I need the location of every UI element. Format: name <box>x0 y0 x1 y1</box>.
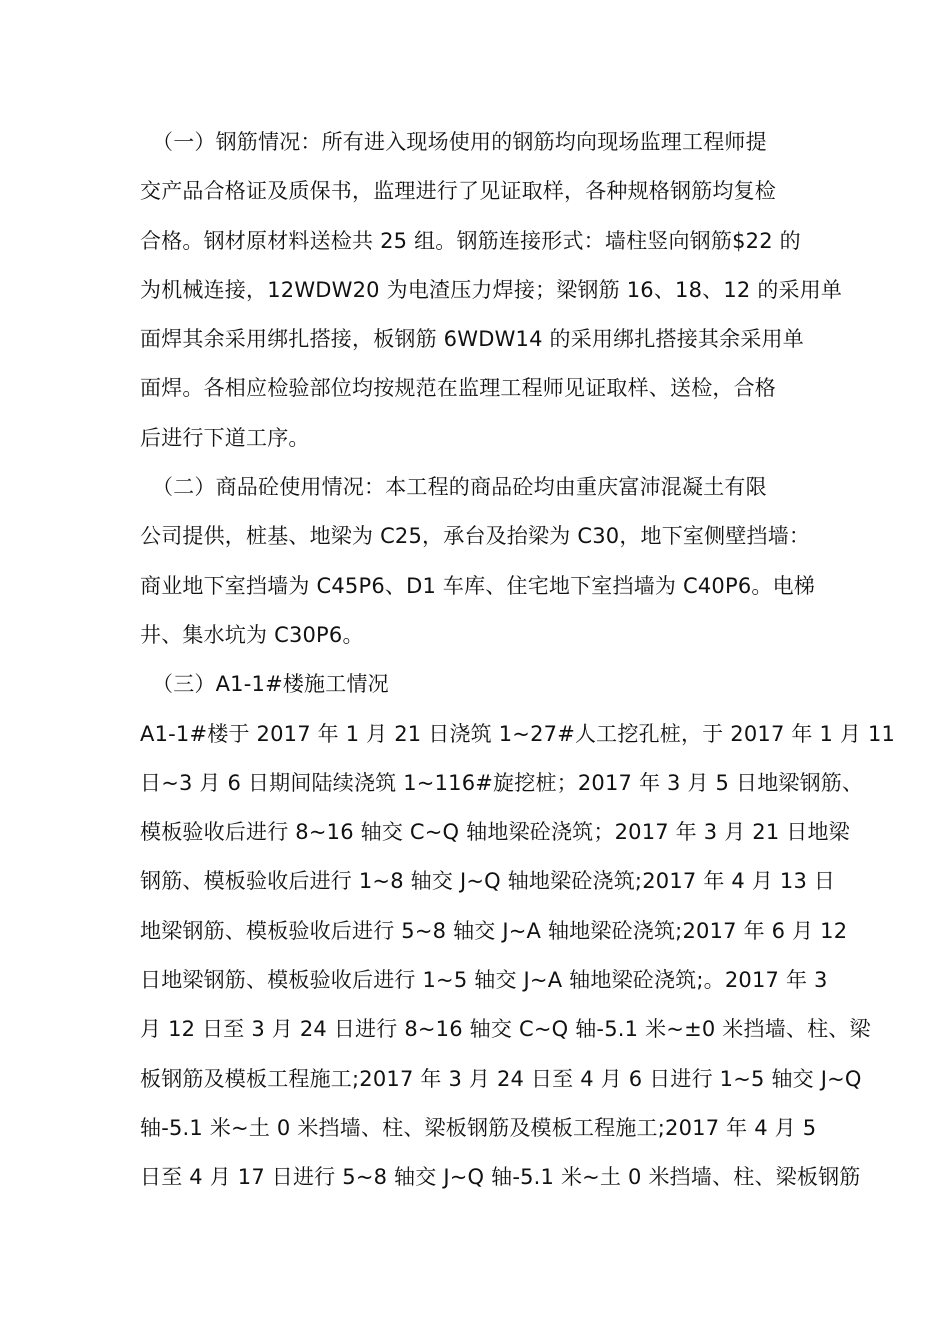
document-body <box>140 118 896 1203</box>
paragraph-1-line-4: 为机械连接，12WDW20 为电渣压力焊接；梁钢筋 16、18、12 的采用单 <box>140 277 843 302</box>
paragraph-3-line-5: 地梁钢筋、模板验收后进行 5~8 轴交 J~A 轴地梁砼浇筑;2017 年 6 月 12 <box>140 918 848 943</box>
paragraph-1-line-7: 后进行下道工序。 <box>140 425 310 450</box>
paragraph-1-line-1: （一）钢筋情况：所有进入现场使用的钢筋均向现场监理工程师提 <box>152 130 767 154</box>
paragraph-3-line-7: 月 12 日至 3 月 24 日进行 8~16 轴交 C~Q 轴-5.1 米~±0 米挡墙、柱、梁 <box>140 1017 871 1042</box>
paragraph-3-line-6: 日地梁钢筋、模板验收后进行 1~5 轴交 J~A 轴地梁砼浇筑;。2017 年 3 <box>140 968 828 993</box>
paragraph-3-line-2: 日~3 月 6 日期间陆续浇筑 1~116#旋挖桩；2017 年 3 月 5 日地梁钢筋、 <box>140 770 864 795</box>
paragraph-1-line-2: 交产品合格证及质保书，监理进行了见证取样，各种规格钢筋均复检 <box>140 179 776 204</box>
section-heading-3: （三）A1-1#楼施工情况 <box>152 672 389 697</box>
paragraph-1-line-6: 面焊。各相应检验部位均按规范在监理工程师见证取样、送检，合格 <box>140 376 776 401</box>
paragraph-3-line-4: 钢筋、模板验收后进行 1~8 轴交 J~Q 轴地梁砼浇筑;2017 年 4 月 13 日 <box>140 869 836 894</box>
paragraph-3-line-10: 日至 4 月 17 日进行 5~8 轴交 J~Q 轴-5.1 米~土 0 米挡墙、柱、梁板钢筋 <box>140 1165 861 1190</box>
paragraph-3-line-1: A1-1#楼于 2017 年 1 月 21 日浇筑 1~27#人工挖孔桩，于 2017 年 1 月 11 <box>140 721 896 746</box>
paragraph-2-line-1: （二）商品砼使用情况：本工程的商品砼均由重庆富沛混凝土有限 <box>152 475 767 500</box>
paragraph-2-line-2: 公司提供，桩基、地梁为 C25，承台及抬梁为 C30，地下室侧壁挡墙： <box>140 524 811 549</box>
paragraph-2-line-3: 商业地下室挡墙为 C45P6、D1 车库、住宅地下室挡墙为 C40P6。电梯 <box>140 573 815 598</box>
paragraph-3-line-9: 轴-5.1 米~土 0 米挡墙、柱、梁板钢筋及模板工程施工;2017 年 4 月 5 <box>140 1115 817 1140</box>
paragraph-1-line-5: 面焊其余采用绑扎搭接，板钢筋 6WDW14 的采用绑扎搭接其余采用单 <box>140 327 804 352</box>
paragraph-2-line-4: 井、集水坑为 C30P6。 <box>140 622 364 647</box>
paragraph-3-line-8: 板钢筋及模板工程施工;2017 年 3 月 24 日至 4 月 6 日进行 1~5 轴交 J~Q <box>140 1066 862 1091</box>
paragraph-3-line-3: 模板验收后进行 8~16 轴交 C~Q 轴地梁砼浇筑；2017 年 3 月 21 日地梁 <box>140 820 850 845</box>
paragraph-1-line-3: 合格。钢材原材料送检共 25 组。钢筋连接形式：墙柱竖向钢筋$22 的 <box>140 228 801 253</box>
